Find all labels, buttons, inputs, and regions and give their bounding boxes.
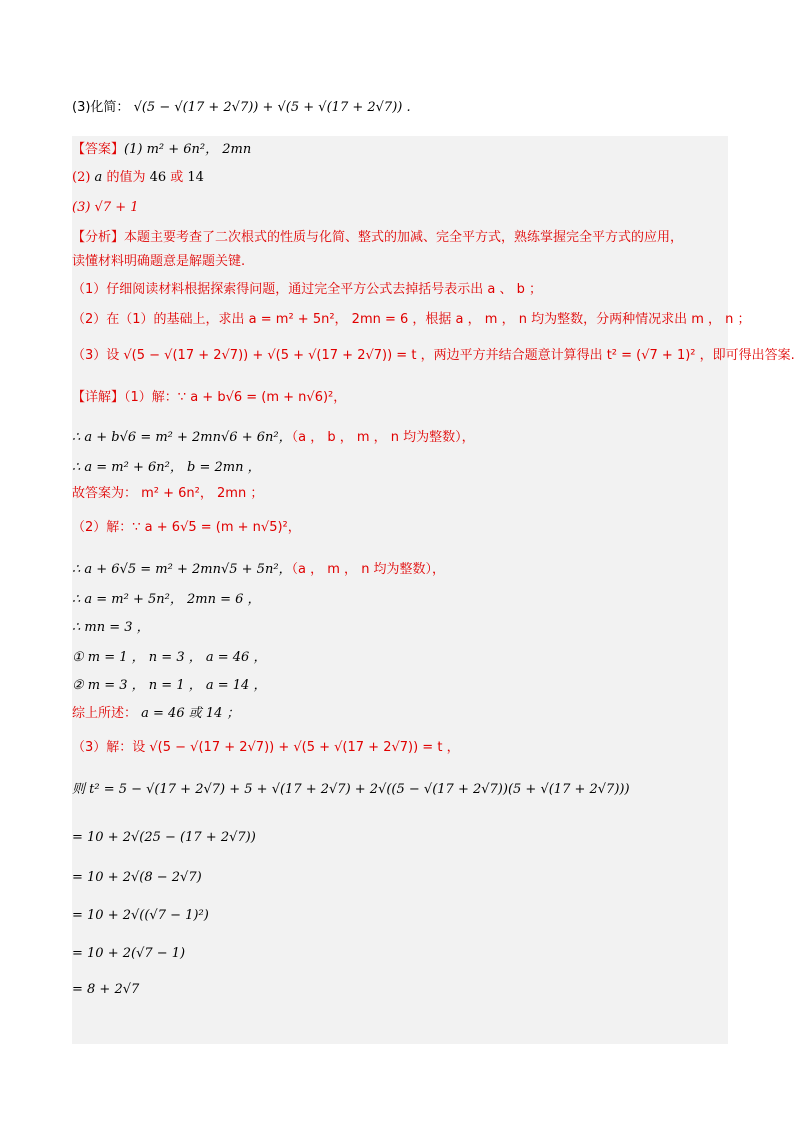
detail-part-1-start: （1）解：∵ a + b√6 = (m + n√6)²，	[124, 390, 347, 405]
analysis-line-1	[72, 228, 683, 248]
answer-tag: 【答案】	[72, 142, 125, 157]
detail-line-18: = 8 + 2√7	[72, 982, 140, 997]
answer-part-2-text: 的值为	[102, 170, 150, 185]
answer-part-2-value-2: 14	[187, 170, 204, 185]
detail-line-11-label: 综上所述：	[72, 706, 138, 721]
answer-part-2-or: 或	[166, 170, 188, 185]
answer-part-3: (3) √7 + 1	[72, 200, 139, 215]
detail-line-5: （2）解：∵ a + 6√5 = (m + n√5)²，	[72, 520, 301, 535]
detail-line-15: = 10 + 2√(8 − 2√7)	[72, 870, 202, 885]
detail-line-1	[72, 388, 346, 408]
detail-line-11	[72, 704, 240, 724]
answer-line-2	[72, 168, 204, 188]
detail-line-12: （3）解：设 √(5 − √(17 + 2√7)) + √(5 + √(17 + 2√7)) = t ，	[72, 740, 460, 755]
analysis-text-2: 读懂材料明确题意是解题关键.	[72, 254, 246, 269]
question-3-label: (3)化简：	[72, 100, 130, 115]
analysis-step-1: （1）仔细阅读材料根据探索得问题，通过完全平方公式去掉括号表示出 a 、 b ；	[72, 282, 543, 297]
detail-line-14: = 10 + 2√(25 − (17 + 2√7))	[72, 830, 256, 845]
detail-tag: 【详解】	[72, 390, 125, 405]
answer-part-1: (1) m² + 6n²， 2mn	[124, 142, 252, 157]
detail-line-13: 则 t² = 5 − √(17 + 2√7) + 5 + √(17 + 2√7) + 2√((5 − √(17 + 2√7))(5 + √(17 + 2√7)))	[72, 782, 630, 797]
detail-line-4: 故答案为： m² + 6n²， 2mn ；	[72, 486, 264, 501]
analysis-step-2: （2）在（1）的基础上，求出 a = m² + 5n²， 2mn = 6 ，根据 a ， m ， n 均为整数，分两种情况求出 m ， n ；	[72, 312, 751, 327]
detail-line-9: ① m = 1 ， n = 3 ， a = 46 ，	[72, 650, 267, 665]
question-3	[72, 98, 411, 118]
detail-line-10: ② m = 3 ， n = 1 ， a = 14 ，	[72, 678, 267, 693]
analysis-tag: 【分析】	[72, 230, 125, 245]
analysis-text-1: 本题主要考查了二次根式的性质与化简、整式的加减、完全平方式，熟练掌握完全平方式的应用，	[124, 230, 684, 245]
answer-part-2-var: a	[94, 170, 103, 185]
detail-line-6-note: （a ， m ， n 均为整数），	[291, 562, 446, 577]
detail-line-7: ∴ a = m² + 5n²， 2mn = 6 ，	[72, 592, 261, 607]
answer-part-2-index: (2)	[72, 170, 95, 185]
detail-line-6-math: ∴ a + 6√5 = m² + 2mn√5 + 5n²，	[72, 562, 292, 577]
detail-line-2	[72, 428, 475, 448]
detail-line-2-note: （a ， b ， m ， n 均为整数），	[291, 430, 475, 445]
detail-line-2-math: ∴ a + b√6 = m² + 2mn√6 + 6n²，	[72, 430, 292, 445]
answer-part-2-value-1: 46	[149, 170, 167, 185]
detail-line-8: ∴ mn = 3 ，	[72, 620, 150, 635]
analysis-step-3: （3）设 √(5 − √(17 + 2√7)) + √(5 + √(17 + 2√7)) = t ，两边平方并结合题意计算得出 t² = (√7 + 1)² ，即可得出答案.	[72, 348, 795, 363]
detail-line-17: = 10 + 2(√7 − 1)	[72, 946, 186, 961]
detail-line-3: ∴ a = m² + 6n²， b = 2mn ，	[72, 460, 261, 475]
question-3-expression: √(5 − √(17 + 2√7)) + √(5 + √(17 + 2√7)) .	[133, 100, 411, 115]
answer-line-3	[72, 198, 139, 218]
detail-line-6	[72, 560, 445, 580]
answer-line-1	[72, 140, 251, 160]
detail-line-11-math: a = 46 或 14 ；	[137, 706, 240, 721]
detail-line-16: = 10 + 2√((√7 − 1)²)	[72, 908, 209, 923]
